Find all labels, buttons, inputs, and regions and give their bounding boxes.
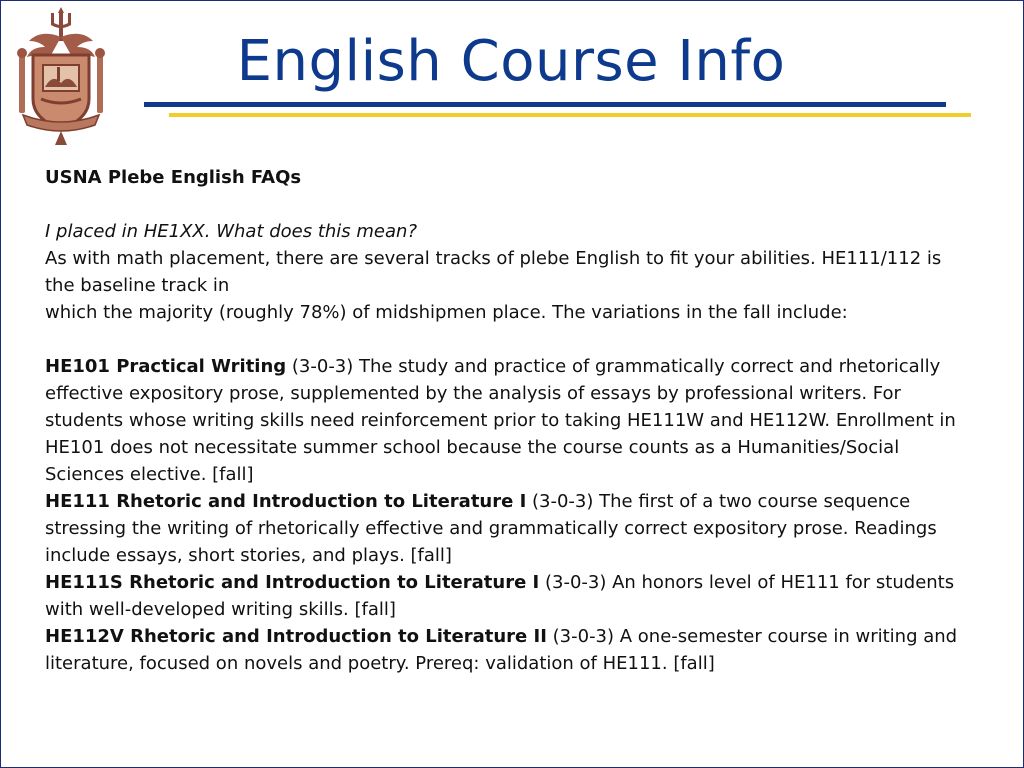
faq-question: I placed in HE1XX. What does this mean? [45,221,417,242]
course-name: HE111 Rhetoric and Introduction to Literature I [45,491,527,512]
course-name: HE112V Rhetoric and Introduction to Literature II [45,626,547,647]
course-description: (3-0-3) The first of a two course sequence stressing the writing of rhetorically effective and grammatically correct expository prose. Readings include essays, short stories, and plays. [fall] [45,491,937,566]
course-description: (3-0-3) An honors level of HE111 for students with well-developed writing skills. [fall] [45,572,955,620]
course-entry-he111s [45,569,965,623]
page-title: English Course Info [236,29,786,94]
course-entry-he101 [45,353,965,488]
faq-heading: USNA Plebe English FAQs [45,167,302,188]
spacer [45,191,965,218]
course-entry-he111 [45,488,965,569]
faq-content [45,164,965,677]
course-description: (3-0-3) The study and practice of grammatically correct and rhetorically effective expository prose, supplemented by the analysis of essays by professional writers. For students whose writing skills need reinforcement prior to taking HE111W and HE112W. Enrollment in HE101 does not necessitate summer school because the course counts as a Humanities/Social Sciences elective. [fall] [45,356,956,485]
course-entry-he112v [45,623,965,677]
course-name: HE101 Practical Writing [45,356,287,377]
faq-answer-line-1: As with math placement, there are several tracks of plebe English to fit your abilities. HE111/112 is the baseline track in [45,248,942,296]
course-name: HE111S Rhetoric and Introduction to Literature I [45,572,540,593]
faq-answer-line-2: which the majority (roughly 78%) of midshipmen place. The variations in the fall include: [45,302,848,323]
title-underline-gold [169,113,971,117]
spacer [45,326,965,353]
naval-academy-crest-icon [11,7,111,147]
title-underline-blue [144,102,946,107]
course-description: (3-0-3) A one-semester course in writing and literature, focused on novels and poetry. Prereq: validation of HE111. [fall] [45,626,958,674]
